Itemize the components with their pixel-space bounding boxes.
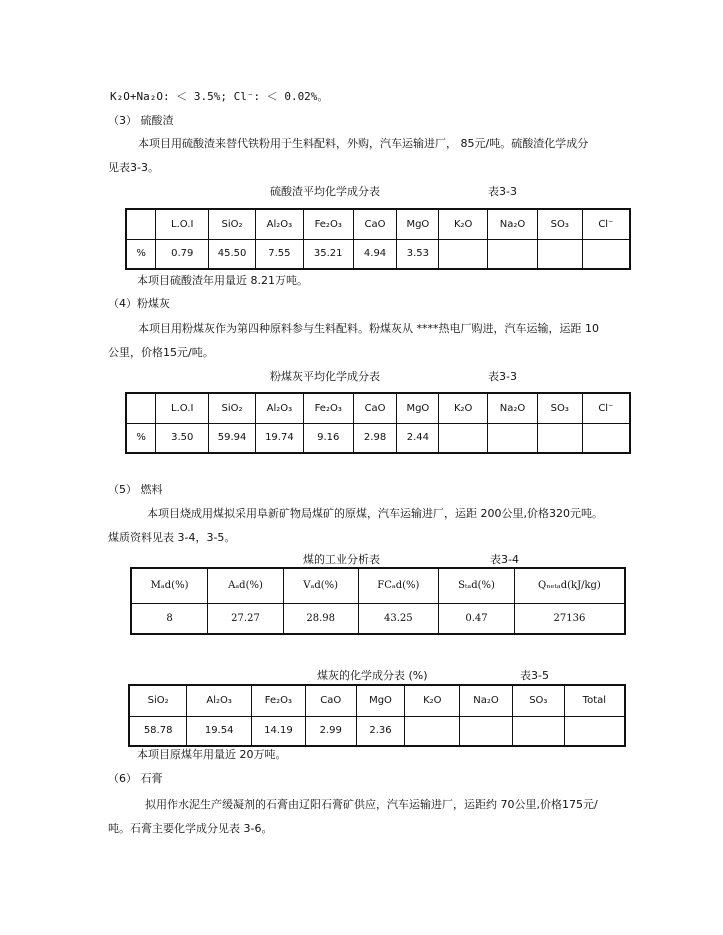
header-cell: Qₙₑₜₐd(kJ/kg) [514, 568, 625, 603]
table-cell: 35.21 [303, 239, 353, 269]
header-cell: K₂O [439, 393, 488, 423]
table-cell [582, 423, 630, 453]
header-cell: K₂O [405, 685, 460, 716]
header-cell: K₂O [439, 209, 488, 239]
table-row [126, 239, 630, 269]
table-cell: 3.50 [156, 423, 209, 453]
table-title: 煤的工业分析表 [303, 553, 380, 566]
table-cell: 8 [131, 603, 208, 634]
header-cell: Fe₂O₃ [303, 209, 353, 239]
header-cell: SiO₂ [129, 685, 187, 716]
paragraph-line: 本项目烧成用煤拟采用阜新矿物局煤矿的原煤，汽车运输进厂，运距 200公里,价格320元吨。 [147, 507, 603, 520]
table-cell: 28.98 [283, 603, 358, 634]
table-header-row [131, 568, 625, 603]
header-cell: MgO [397, 209, 439, 239]
table-cell: 2.36 [356, 716, 405, 746]
table-cell [537, 423, 582, 453]
table-cell: 45.50 [209, 239, 256, 269]
table-title: 煤灰的化学成分表 (%) [317, 669, 428, 682]
table-header-row [126, 393, 630, 423]
pyrite-cinder-table [125, 208, 631, 270]
header-cell: Na₂O [488, 393, 538, 423]
header-cell: Sₜₐd(%) [439, 568, 515, 603]
table-cell [512, 716, 564, 746]
paragraph-line: 煤质资料见表 3-4，3-5。 [108, 531, 236, 544]
section-heading-gypsum: （6） 石膏 [108, 772, 163, 785]
header-cell: Mₐd(%) [131, 568, 208, 603]
header-cell [126, 393, 156, 423]
section-heading-pyrite-cinder: （3） 硫酸渣 [108, 114, 174, 127]
table-cell [405, 716, 460, 746]
header-cell: FCₐd(%) [358, 568, 439, 603]
header-cell: Al₂O₃ [187, 685, 252, 716]
header-cell: L.O.I [156, 393, 209, 423]
table-cell: 19.54 [187, 716, 252, 746]
table-cell: 2.44 [397, 423, 439, 453]
header-cell: Total [564, 685, 625, 716]
table-cell: 19.74 [255, 423, 303, 453]
table-cell [582, 239, 630, 269]
header-cell: CaO [305, 685, 356, 716]
header-cell: MgO [397, 393, 439, 423]
header-cell: Al₂O₃ [255, 209, 303, 239]
header-cell: Vₐd(%) [283, 568, 358, 603]
table-number: 表3-4 [490, 553, 519, 566]
paragraph-line: 本项目硫酸渣年用量近 8.21万吨。 [137, 274, 308, 287]
header-cell: SO₃ [537, 393, 582, 423]
coal-proximate-table [130, 567, 626, 635]
table-cell: 2.99 [305, 716, 356, 746]
oxide-limits-line: K₂O+Na₂O: ＜ 3.5%; Cl⁻: ＜ 0.02%。 [110, 90, 329, 103]
header-cell: SO₃ [512, 685, 564, 716]
table-cell [537, 239, 582, 269]
table-number: 表3-5 [520, 669, 549, 682]
header-cell: CaO [353, 393, 397, 423]
table-cell: % [126, 239, 156, 269]
table-cell: 59.94 [209, 423, 256, 453]
paragraph-line: 本项目用粉煤灰作为第四种原料参与生料配料。粉煤灰从 ****热电厂购进，汽车运输，运距 10 [138, 322, 599, 335]
header-cell: Na₂O [460, 685, 513, 716]
header-cell: SO₃ [537, 209, 582, 239]
table-cell: 4.94 [353, 239, 397, 269]
paragraph-line: 本项目用硫酸渣来替代铁粉用于生料配料，外购，汽车运输进厂， 85元/吨。硫酸渣化学成分 [138, 137, 589, 150]
fly-ash-table [125, 392, 631, 454]
table-number: 表3-3 [488, 370, 517, 383]
paragraph-line: 吨。石膏主要化学成分见表 3-6。 [108, 822, 273, 835]
table-cell: 58.78 [129, 716, 187, 746]
table-title: 硫酸渣平均化学成分表 [270, 185, 380, 198]
paragraph-line: 本项目原煤年用量近 20万吨。 [137, 748, 287, 761]
table-cell: 0.79 [156, 239, 209, 269]
header-cell: Cl⁻ [582, 393, 630, 423]
table-row [129, 716, 625, 746]
paragraph-line: 见表3-3。 [108, 161, 159, 174]
header-cell [126, 209, 156, 239]
header-cell: L.O.I [156, 209, 209, 239]
header-cell: Al₂O₃ [255, 393, 303, 423]
table-cell: % [126, 423, 156, 453]
table-cell [488, 239, 538, 269]
table-cell: 0.47 [439, 603, 515, 634]
header-cell: Fe₂O₃ [252, 685, 306, 716]
header-cell: Fe₂O₃ [303, 393, 353, 423]
table-cell [488, 423, 538, 453]
table-cell: 14.19 [252, 716, 306, 746]
header-cell: Aₐd(%) [208, 568, 284, 603]
table-cell: 3.53 [397, 239, 439, 269]
header-cell: SiO₂ [209, 393, 256, 423]
table-header-row [126, 209, 630, 239]
paragraph-line: 拟用作水泥生产缓凝剂的石膏由辽阳石膏矿供应，汽车运输进厂，运距约 70公里,价格175元/ [145, 798, 598, 811]
table-number: 表3-3 [488, 185, 517, 198]
coal-ash-table [128, 684, 626, 747]
table-cell: 27.27 [208, 603, 284, 634]
table-cell [564, 716, 625, 746]
header-cell: Cl⁻ [582, 209, 630, 239]
table-header-row [129, 685, 625, 716]
section-heading-fly-ash: （4）粉煤灰 [108, 297, 170, 310]
table-cell: 7.55 [255, 239, 303, 269]
table-row [131, 603, 625, 634]
section-heading-fuel: （5） 燃料 [108, 483, 163, 496]
header-cell: Na₂O [488, 209, 538, 239]
paragraph-line: 公里，价格15元/吨。 [108, 346, 214, 359]
table-cell: 27136 [514, 603, 625, 634]
table-cell [439, 423, 488, 453]
table-title: 粉煤灰平均化学成分表 [270, 370, 380, 383]
header-cell: SiO₂ [209, 209, 256, 239]
table-cell: 43.25 [358, 603, 439, 634]
table-cell: 9.16 [303, 423, 353, 453]
table-cell [439, 239, 488, 269]
table-cell [460, 716, 513, 746]
table-cell: 2.98 [353, 423, 397, 453]
table-row [126, 423, 630, 453]
header-cell: MgO [356, 685, 405, 716]
header-cell: CaO [353, 209, 397, 239]
